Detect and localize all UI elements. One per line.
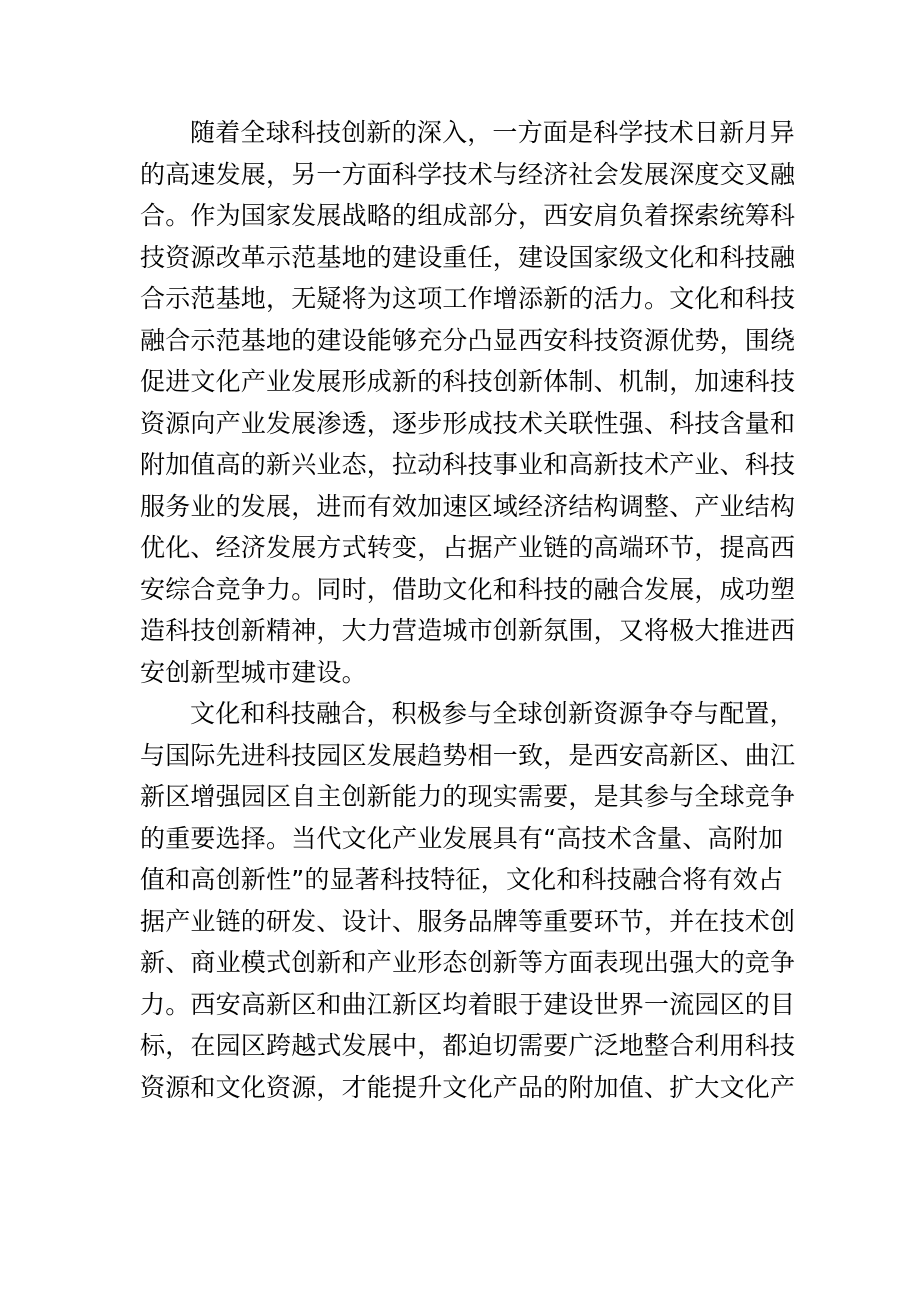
paragraph-2 <box>140 693 796 1108</box>
text-line: 技资源改革示范基地的建设重任，建设国家级文化和科技融 <box>140 242 796 272</box>
text-line: 标，在园区跨越式发展中，都迫切需要广泛地整合利用科技 <box>140 1031 796 1060</box>
text-line: 安创新型城市建设。 <box>140 657 367 687</box>
body-text <box>140 112 796 1108</box>
text-line: 的高速发展，另一方面科学技术与经济社会发展深度交叉融 <box>140 159 796 189</box>
text-line: 的重要选择。当代文化产业发展具有“高技术含量、高附加 <box>140 823 784 853</box>
text-line: 据产业链的研发、设计、服务品牌等重要环节，并在技术创 <box>140 906 796 936</box>
text-line: 与国际先进科技园区发展趋势相一致，是西安高新区、曲江 <box>140 740 796 770</box>
text-line: 服务业的发展，进而有效加速区域经济结构调整、产业结构 <box>140 491 796 521</box>
text-line: 资源和文化资源，才能提升文化产品的附加值、扩大文化产 <box>140 1072 796 1102</box>
text-line: 文化和科技融合，积极参与全球创新资源争夺与配置， <box>190 699 795 728</box>
text-line: 融合示范基地的建设能够充分凸显西安科技资源优势，围绕 <box>140 325 796 355</box>
text-line: 随着全球科技创新的深入，一方面是科学技术日新月异 <box>190 118 795 147</box>
paragraph-1 <box>140 112 796 693</box>
text-line: 新区增强园区自主创新能力的现实需要，是其参与全球竞争 <box>140 782 796 811</box>
text-line: 新、商业模式创新和产业形态创新等方面表现出强大的竞争 <box>140 948 796 977</box>
text-line: 合。作为国家发展战略的组成部分，西安肩负着探索统筹科 <box>140 201 796 230</box>
text-line: 资源向产业发展渗透，逐步形成技术关联性强、科技含量和 <box>140 408 796 438</box>
text-line: 合示范基地，无疑将为这项工作增添新的活力。文化和科技 <box>140 284 796 313</box>
text-line: 优化、经济发展方式转变，占据产业链的高端环节，提高西 <box>140 533 796 562</box>
text-line: 促进文化产业发展形成新的科技创新体制、机制，加速科技 <box>140 367 796 396</box>
text-line: 值和高创新性”的显著科技特征，文化和科技融合将有效占 <box>140 865 784 894</box>
text-line: 造科技创新精神，大力营造城市创新氛围，又将极大推进西 <box>140 616 796 645</box>
text-line: 安综合竞争力。同时，借助文化和科技的融合发展，成功塑 <box>140 574 796 604</box>
text-line: 附加值高的新兴业态，拉动科技事业和高新技术产业、科技 <box>140 450 796 479</box>
text-line: 力。西安高新区和曲江新区均着眼于建设世界一流园区的目 <box>140 989 796 1019</box>
